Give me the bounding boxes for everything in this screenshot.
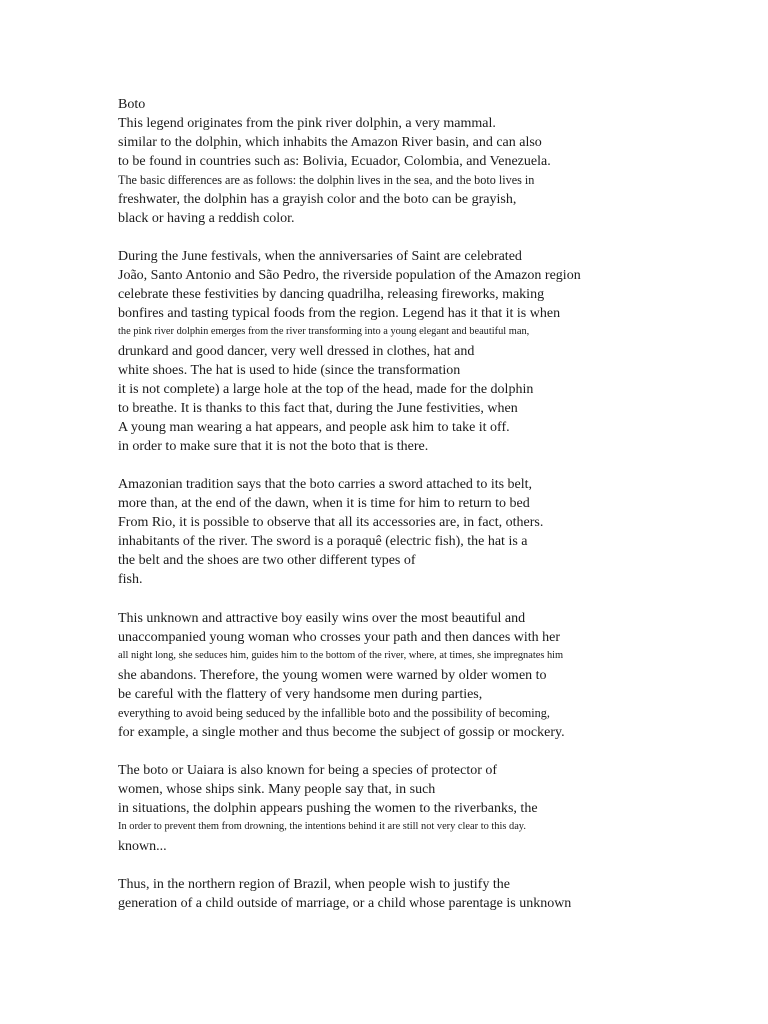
text-line: the belt and the shoes are two other different types of bbox=[118, 553, 416, 568]
text-line: she abandons. Therefore, the young women were warned by older women to bbox=[118, 668, 547, 683]
text-line: to breathe. It is thanks to this fact that, during the June festivities, when bbox=[118, 401, 518, 416]
text-line: more than, at the end of the dawn, when it is time for him to return to bed bbox=[118, 496, 530, 511]
text-line: the pink river dolphin emerges from the river transforming into a young elegant and beautiful man, bbox=[118, 326, 530, 337]
text-line: celebrate these festivities by dancing quadrilha, releasing fireworks, making bbox=[118, 287, 545, 302]
text-line: This unknown and attractive boy easily wins over the most beautiful and bbox=[118, 611, 526, 626]
text-line: white shoes. The hat is used to hide (since the transformation bbox=[118, 363, 461, 378]
text-line: This legend originates from the pink river dolphin, a very mammal. bbox=[118, 116, 496, 131]
text-line: women, whose ships sink. Many people say that, in such bbox=[118, 782, 436, 797]
text-line: The boto or Uaiara is also known for being a species of protector of bbox=[118, 763, 498, 778]
text-line: Amazonian tradition says that the boto carries a sword attached to its belt, bbox=[118, 477, 533, 492]
text-line: generation of a child outside of marriage, or a child whose parentage is unknown bbox=[118, 896, 572, 911]
document-title: Boto bbox=[118, 97, 146, 112]
text-line: From Rio, it is possible to observe that all its accessories are, in fact, others. bbox=[118, 515, 544, 530]
text-line: in situations, the dolphin appears pushing the women to the riverbanks, the bbox=[118, 801, 538, 816]
text-line: bonfires and tasting typical foods from the region. Legend has it that it is when bbox=[118, 306, 561, 321]
text-line: In order to prevent them from drowning, the intentions behind it are still not very clear to this day. bbox=[118, 821, 526, 832]
text-line: everything to avoid being seduced by the infallible boto and the possibility of becoming, bbox=[118, 706, 550, 720]
text-line: During the June festivals, when the anniversaries of Saint are celebrated bbox=[118, 249, 522, 264]
text-line: A young man wearing a hat appears, and people ask him to take it off. bbox=[118, 420, 510, 435]
text-line: freshwater, the dolphin has a grayish color and the boto can be grayish, bbox=[118, 192, 517, 207]
text-line: known... bbox=[118, 839, 167, 854]
text-line: similar to the dolphin, which inhabits the Amazon River basin, and can also bbox=[118, 135, 542, 150]
text-line: unaccompanied young woman who crosses your path and then dances with her bbox=[118, 630, 561, 645]
text-line: in order to make sure that it is not the boto that is there. bbox=[118, 439, 429, 454]
text-line: all night long, she seduces him, guides him to the bottom of the river, where, at times, she impregnates him bbox=[118, 650, 564, 661]
text-line: João, Santo Antonio and São Pedro, the riverside population of the Amazon region bbox=[118, 268, 581, 283]
text-line: it is not complete) a large hole at the top of the head, made for the dolphin bbox=[118, 382, 534, 397]
text-line: The basic differences are as follows: the dolphin lives in the sea, and the boto lives in bbox=[118, 173, 535, 187]
text-line: for example, a single mother and thus become the subject of gossip or mockery. bbox=[118, 725, 565, 740]
text-line: to be found in countries such as: Bolivia, Ecuador, Colombia, and Venezuela. bbox=[118, 154, 551, 169]
text-line: Thus, in the northern region of Brazil, when people wish to justify the bbox=[118, 877, 510, 892]
text-line: black or having a reddish color. bbox=[118, 211, 295, 226]
text-line: be careful with the flattery of very handsome men during parties, bbox=[118, 687, 483, 702]
text-line: inhabitants of the river. The sword is a poraquê (electric fish), the hat is a bbox=[118, 534, 528, 549]
text-line: drunkard and good dancer, very well dressed in clothes, hat and bbox=[118, 344, 475, 359]
text-line: fish. bbox=[118, 572, 143, 587]
